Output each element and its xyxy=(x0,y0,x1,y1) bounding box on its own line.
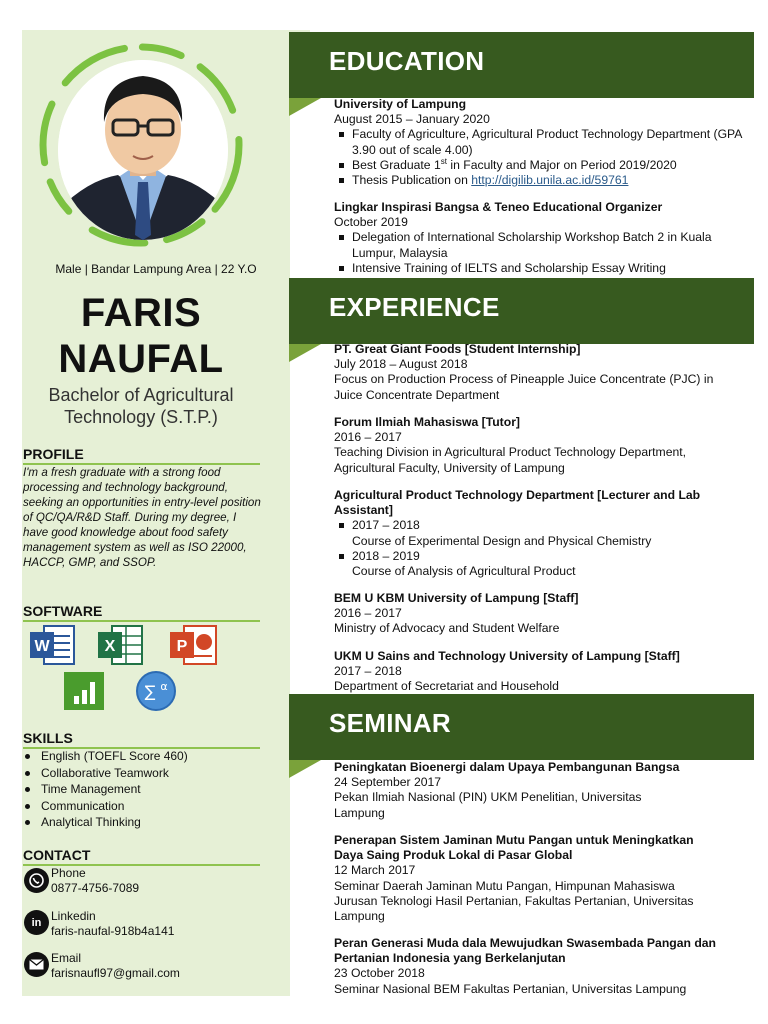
last-name: NAUFAL xyxy=(58,337,224,381)
thesis-link[interactable]: http://digilib.unila.ac.id/59761 xyxy=(471,173,629,188)
phone-label: Phone xyxy=(51,866,86,880)
education-bullet xyxy=(334,158,744,173)
email-label: Email xyxy=(51,951,82,965)
education-bullet: Delegation of International Scholarship Workshop Batch 2 in Kuala Lumpur, Malaysia xyxy=(334,230,744,260)
degree-line-1: Bachelor of Agricultural xyxy=(48,385,234,405)
education-bullet: Faculty of Agriculture, Agricultural Product Technology Department (GPA 3.90 out of scale 4.00) xyxy=(334,127,744,157)
seminar-desc: Seminar Nasional BEM Fakultas Pertanian, Universitas Lampung xyxy=(334,981,687,996)
experience-desc: Ministry of Advocacy and Student Welfare xyxy=(334,621,560,636)
degree xyxy=(22,384,260,428)
experience-date: 2016 – 2017 xyxy=(334,430,402,445)
skill-item: Time Management xyxy=(23,781,188,798)
svg-text:W: W xyxy=(34,638,50,655)
experience-org: Agricultural Product Technology Department [Lecturer and Lab Assistant] xyxy=(334,488,701,518)
seminar-date: 12 March 2017 xyxy=(334,863,416,878)
education-date: October 2019 xyxy=(334,215,408,230)
experience-heading: EXPERIENCE xyxy=(329,292,500,322)
education-fold xyxy=(289,98,321,116)
education-entry xyxy=(334,200,744,276)
experience-bullet-date: 2018 – 2019 xyxy=(334,549,744,564)
experience-desc: Focus on Production Process of Pineapple Juice Concentrate (PJC) in Juice Concentrate Department xyxy=(334,372,714,402)
svg-text:α: α xyxy=(160,680,168,693)
full-name xyxy=(22,290,260,382)
experience-entry xyxy=(334,591,744,637)
skill-item: English (TOEFL Score 460) xyxy=(23,748,188,765)
best-graduate-rest: in Faculty and Major on Period 2019/2020 xyxy=(447,157,677,172)
experience-entry xyxy=(334,649,744,695)
education-bullet xyxy=(334,173,744,188)
seminar-title: Peningkatan Bioenergi dalam Upaya Pembangunan Bangsa xyxy=(334,760,680,774)
seminar-date: 24 September 2017 xyxy=(334,775,442,790)
seminar-title: Penerapan Sistem Jaminan Mutu Pangan untuk Meningkatkan Daya Saing Produk Lokal di Pasar Global xyxy=(334,833,694,863)
excel-icon xyxy=(98,624,144,671)
email-value[interactable]: farisnaufl97@gmail.com xyxy=(51,966,180,980)
skills-list xyxy=(23,748,188,831)
seminar-band xyxy=(289,694,754,760)
skills-heading: SKILLS xyxy=(23,730,260,749)
seminar-desc: Pekan Ilmiah Nasional (PIN) UKM Penelitian, Universitas Lampung xyxy=(334,790,642,820)
profile-photo xyxy=(58,60,228,240)
seminar-entry xyxy=(334,936,744,997)
education-org: University of Lampung xyxy=(334,97,467,111)
skill-item: Analytical Thinking xyxy=(23,814,188,831)
svg-text:∑: ∑ xyxy=(144,682,156,701)
education-band xyxy=(289,32,754,98)
profile-text: I'm a fresh graduate with a strong food processing and technology background, seeking an opportunities in entry-level position of QC/QA/R&D Staff. During my degree, I have good knowledge about food safety management system as well as ISO 22000, HACCP, GMP, and SSOP. xyxy=(23,466,261,569)
first-name: FARIS xyxy=(80,291,202,335)
experience-org: Forum Ilmiah Mahasiswa [Tutor] xyxy=(334,415,520,429)
experience-org: BEM U KBM University of Lampung [Staff] xyxy=(334,591,579,605)
seminar-heading: SEMINAR xyxy=(329,708,451,738)
seminar-fold xyxy=(289,760,321,778)
powerpoint-icon xyxy=(170,624,218,671)
linkedin-label: Linkedin xyxy=(51,909,96,923)
experience-entry xyxy=(334,488,744,579)
phone-value: 0877-4756-7089 xyxy=(51,881,140,895)
ordinal-suffix: st xyxy=(440,156,447,166)
svg-text:X: X xyxy=(104,638,116,655)
chart-app-icon xyxy=(64,672,104,715)
experience-band xyxy=(289,278,754,344)
skill-item: Communication xyxy=(23,798,188,815)
experience-date: July 2018 – August 2018 xyxy=(334,357,468,372)
experience-entry xyxy=(334,415,744,476)
education-org: Lingkar Inspirasi Bangsa & Teneo Educational Organizer xyxy=(334,200,663,214)
linkedin-value[interactable]: faris-naufal-918b4a141 xyxy=(51,924,175,938)
experience-bullet-desc: Course of Experimental Design and Physical Chemistry xyxy=(352,533,652,548)
seminar-desc: Seminar Daerah Jaminan Mutu Pangan, Himpunan Mahasiswa Jurusan Teknologi Hasil Pertanian, Fakultas Pertanian, Universitas Lampung xyxy=(334,878,694,924)
profile-heading: PROFILE xyxy=(23,446,260,465)
experience-desc: Department of Secretariat and Household xyxy=(334,679,559,694)
degree-line-2: Technology (S.T.P.) xyxy=(64,407,218,427)
whatsapp-icon xyxy=(24,868,49,893)
experience-fold xyxy=(289,344,321,362)
experience-bullet-desc: Course of Analysis of Agricultural Product xyxy=(352,564,576,579)
word-icon xyxy=(30,624,76,671)
math-formula-icon xyxy=(134,670,178,717)
education-date: August 2015 – January 2020 xyxy=(334,112,490,127)
software-heading: SOFTWARE xyxy=(23,603,260,622)
seminar-entry xyxy=(334,760,744,821)
contact-heading: CONTACT xyxy=(23,847,260,866)
education-entry xyxy=(334,97,744,188)
seminar-entry xyxy=(334,833,744,924)
seminar-title: Peran Generasi Muda dala Mewujudkan Swasembada Pangan dan Pertanian Indonesia yang Berkelanjutan xyxy=(334,936,716,966)
experience-date: 2017 – 2018 xyxy=(334,664,402,679)
experience-bullet-date: 2017 – 2018 xyxy=(334,518,744,533)
experience-org: PT. Great Giant Foods [Student Internship] xyxy=(334,342,581,356)
experience-date: 2016 – 2017 xyxy=(334,606,402,621)
experience-org: UKM U Sains and Technology University of Lampung [Staff] xyxy=(334,649,680,663)
linkedin-icon: in xyxy=(24,910,49,935)
education-heading: EDUCATION xyxy=(329,46,485,76)
experience-entry xyxy=(334,342,744,403)
thesis-text: Thesis Publication on xyxy=(352,173,472,188)
skill-item: Collaborative Teamwork xyxy=(23,765,188,782)
personal-meta: Male | Bandar Lampung Area | 22 Y.O xyxy=(55,262,257,276)
email-icon xyxy=(24,952,49,977)
best-graduate-text: Best Graduate 1 xyxy=(352,157,441,172)
seminar-date: 23 October 2018 xyxy=(334,966,425,981)
education-bullet: Intensive Training of IELTS and Scholarship Essay Writing xyxy=(334,261,744,276)
svg-text:P: P xyxy=(176,638,188,655)
experience-desc: Teaching Division in Agricultural Product Technology Department, Agricultural Faculty, University of Lampung xyxy=(334,445,687,475)
